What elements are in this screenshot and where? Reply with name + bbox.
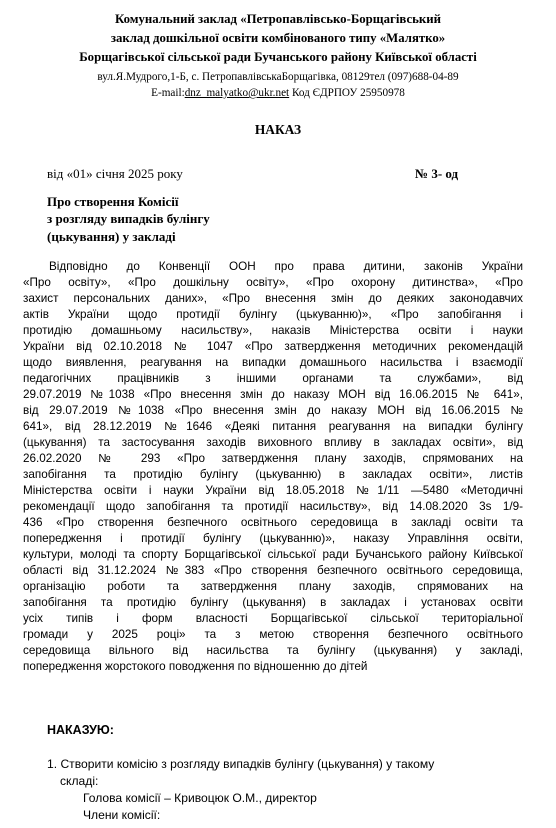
- subject-line: (цькування) у закладі: [47, 229, 176, 244]
- body-line: усіх типів і форм власності Борщагівської сільської територіальної: [23, 612, 523, 626]
- body-line: Міністерства освіти і науки України від 18.05.2018 №1/11 —5480 «Методичні: [23, 484, 523, 498]
- body-line: попередження жорстокого поводження по відношенню до дітей: [23, 660, 368, 674]
- body-line: рекомендації щодо запобігання та протидії насильству», від 14.08.2020 3s 1/9-: [23, 500, 523, 514]
- commission-head: Голова комісії – Кривоцюк О.М., директор: [83, 791, 317, 805]
- body-line: України від 02.10.2018 № 1047 «Про затвердження методичних рекомендацій: [23, 340, 523, 354]
- body-line: щодо виявлення, реагування на випадки домашнього насильства і взаємодії: [23, 356, 523, 370]
- body-line: запобігання та протидію булінгу (цькуванню) в закладах освіти», листів: [23, 468, 523, 482]
- institution-name-line3: Борщагівської сільської ради Бучанського району Київської області: [79, 50, 477, 64]
- subject-line: з розгляду випадків булінгу: [47, 211, 210, 226]
- body-line: (цькування) та застосування заходів виховного впливу в закладах освіти», від: [23, 436, 523, 450]
- order-date: від «01» січня 2025 року: [47, 166, 183, 181]
- commission-members-label: Члени комісії:: [83, 808, 161, 822]
- body-line: середовища вільного від насильства та булінгу (цькування) у закладі,: [23, 644, 523, 658]
- document-title: НАКАЗ: [254, 122, 302, 137]
- order-heading: НАКАЗУЮ:: [47, 723, 114, 737]
- body-line: культури, молоді та спорту Борщагівської сільської ради Бучанського району Київської: [23, 548, 523, 562]
- institution-name-line1: Комунальний заклад «Петропавлівсько-Борщагівський: [114, 12, 442, 26]
- body-line: захист персональних даних», «Про внесення змін до деяких законодавчих: [23, 292, 523, 306]
- body-line: області від 31.12.2024 №383 «Про створення безпечного освітнього середовища,: [23, 564, 523, 578]
- body-line: Відповідно до Конвенції ООН про права дитини, законів України: [49, 260, 523, 273]
- preamble-text: [23, 259, 523, 675]
- body-line: 29.07.2019 №1038 «Про внесення змін до наказу МОН від 16.06.2015 № 641»,: [23, 388, 523, 402]
- body-line: актів України щодо протидії булінгу (цькуванню)», «Про запобігання і: [23, 308, 523, 322]
- body-line: 436 «Про створення безпечного освітнього середовища в закладі освіти та: [23, 516, 523, 530]
- body-line: педагогічних працівників з іншими органами та службами», від: [23, 372, 523, 386]
- body-line: попередження і протидії булінгу (цькуванню)», наказу Управління освіти,: [23, 532, 523, 546]
- edrpou-code: Код ЄДРПОУ 25950978: [289, 87, 405, 99]
- body-line: організацію роботи та затвердження плану заходів, спрямованих на: [23, 580, 523, 594]
- body-line: 641», від 28.12.2019 №1646 «Деякі питання реагування на випадки булінгу: [23, 420, 523, 434]
- institution-name-line2: заклад дошкільної освіти комбінованого типу «Малятко»: [110, 31, 446, 45]
- subject-line: Про створення Комісії: [47, 194, 179, 209]
- body-line: «Про освіту», «Про дошкільну освіту», «Про охорону дитинства», «Про: [23, 276, 523, 290]
- email-link[interactable]: dnz_malyatko@ukr.net: [184, 87, 290, 99]
- order-number: № 3- од: [415, 166, 459, 181]
- body-line: від 29.07.2019 №1038 «Про внесення змін до наказу МОН від 16.06.2015 №: [23, 404, 523, 418]
- body-line: протидію домашньому насильству», наказів Міністерства освіти і науки: [23, 324, 523, 338]
- institution-address: вул.Я.Мудрого,1-Б, с. ПетропавлівськаБорщагівка, 08129тел (097)688-04-89: [97, 71, 459, 83]
- body-line: запобігання та протидію булінгу (цькування) в закладах і установах освіти: [23, 596, 523, 610]
- item-1-continuation: складі:: [60, 774, 99, 788]
- institution-contacts: [0, 86, 556, 100]
- body-line: громади у 2025 році» та з метою створення безпечного освітнього: [23, 628, 523, 642]
- body-line: 26.02.2020 № 293 «Про затвердження плану заходів, спрямованих на: [23, 452, 523, 466]
- email-prefix: E-mail:: [151, 87, 185, 99]
- item-1-text: 1. Створити комісію з розгляду випадків булінгу (цькування) у такому: [47, 757, 435, 771]
